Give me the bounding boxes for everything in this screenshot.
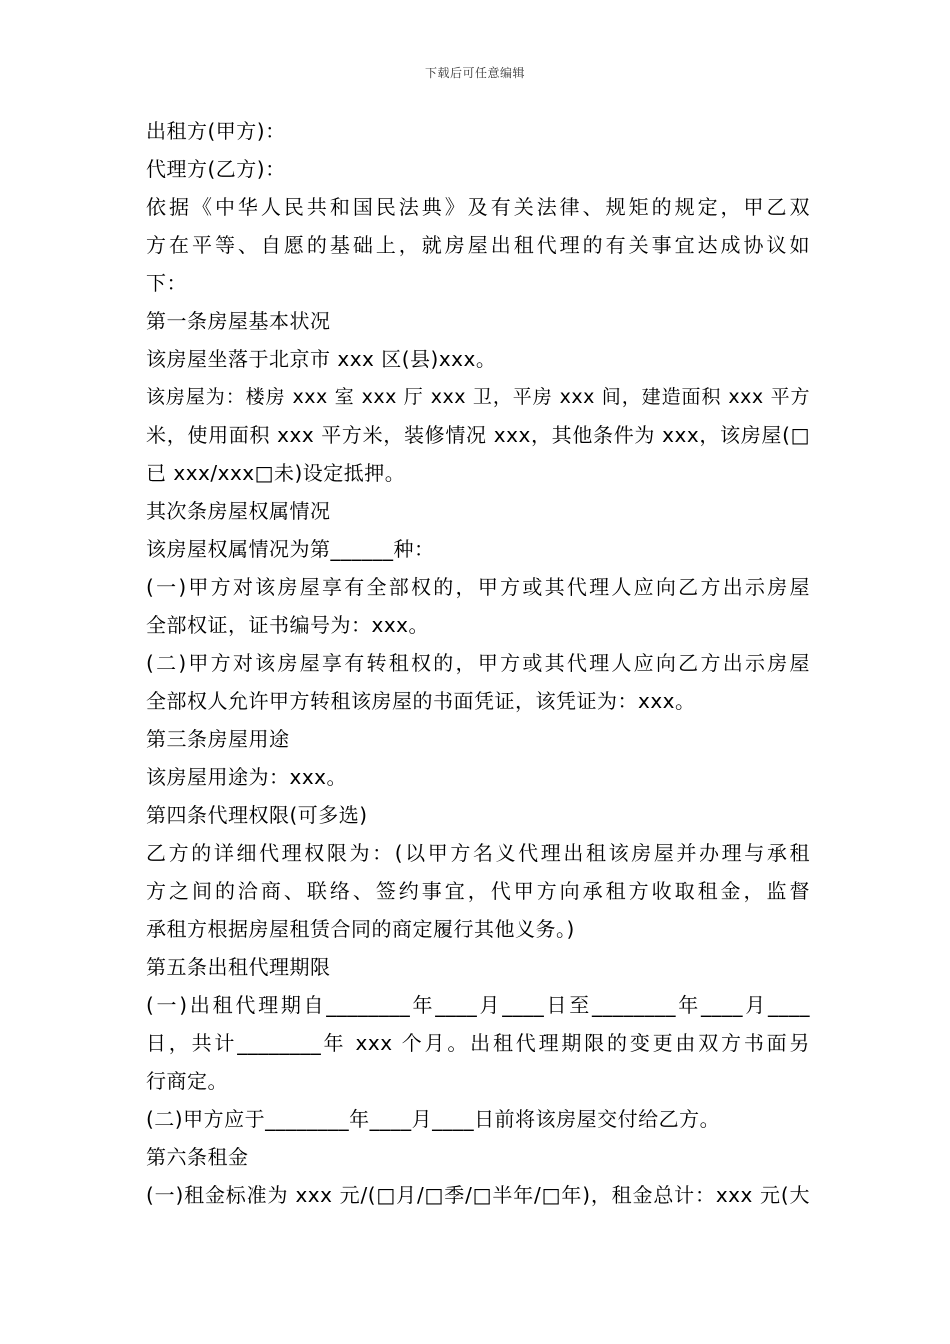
document-body: [146, 112, 810, 1214]
text-line: 该房屋权属情况为第______种：: [146, 537, 435, 561]
text-line: 下：: [146, 271, 187, 295]
section-heading: 其次条房屋权属情况: [146, 499, 331, 523]
text-line: (一)租金标准为 xxx 元/(□月/□季/□半年/□年)，租金总计：xxx 元(大: [146, 1183, 810, 1207]
section-heading: 第一条房屋基本状况: [146, 309, 331, 333]
text-line: 承租方根据房屋租赁合同的商定履行其他义务。): [146, 917, 575, 941]
text-line: 代理方(乙方)：: [146, 157, 286, 181]
text-line: (二)甲方应于________年____月____日前将该房屋交付给乙方。: [146, 1107, 721, 1131]
text-line: 方之间的洽商、联络、签约事宜，代甲方向承租方收取租金，监督: [146, 879, 810, 903]
text-line: 该房屋为：楼房 xxx 室 xxx 厅 xxx 卫，平房 xxx 间，建造面积 xxx 平方: [146, 386, 810, 408]
text-line: (一)甲方对该房屋享有全部权的，甲方或其代理人应向乙方出示房屋: [146, 575, 810, 599]
section-heading: 第三条房屋用途: [146, 727, 290, 751]
text-line: (二)甲方对该房屋享有转租权的，甲方或其代理人应向乙方出示房屋: [146, 651, 810, 675]
section-heading: 第五条出租代理期限: [146, 955, 331, 979]
text-line: 全部权证，证书编号为：xxx。: [146, 613, 430, 637]
text-line: 全部权人允许甲方转租该房屋的书面凭证，该凭证为：xxx。: [146, 689, 696, 713]
text-line: 日，共计________年 xxx 个月。出租代理期限的变更由双方书面另: [146, 1031, 810, 1055]
text-line: 已 xxx/xxx□未)设定抵押。: [146, 461, 406, 485]
text-line: 米，使用面积 xxx 平方米，装修情况 xxx，其他条件为 xxx，该房屋(□: [146, 423, 810, 447]
text-line: 依据《中华人民共和国民法典》及有关法律、规矩的规定，甲乙双: [146, 195, 810, 219]
text-line: 方在平等、自愿的基础上，就房屋出租代理的有关事宜达成协议如: [146, 233, 810, 257]
text-line: (一)出租代理期自________年____月____日至________年____月____: [146, 993, 810, 1017]
page-header: 下载后可任意编辑: [424, 66, 525, 80]
section-heading: 第四条代理权限(可多选): [146, 803, 368, 827]
text-line: 乙方的详细代理权限为：(以甲方名义代理出租该房屋并办理与承租: [146, 841, 810, 865]
text-line: 行商定。: [146, 1069, 228, 1093]
text-line: 该房屋用途为：xxx。: [146, 765, 348, 789]
section-heading: 第六条租金: [146, 1145, 249, 1169]
text-line: 出租方(甲方)：: [146, 119, 286, 143]
text-line: 该房屋坐落于北京市 xxx 区(县)xxx。: [146, 347, 497, 371]
